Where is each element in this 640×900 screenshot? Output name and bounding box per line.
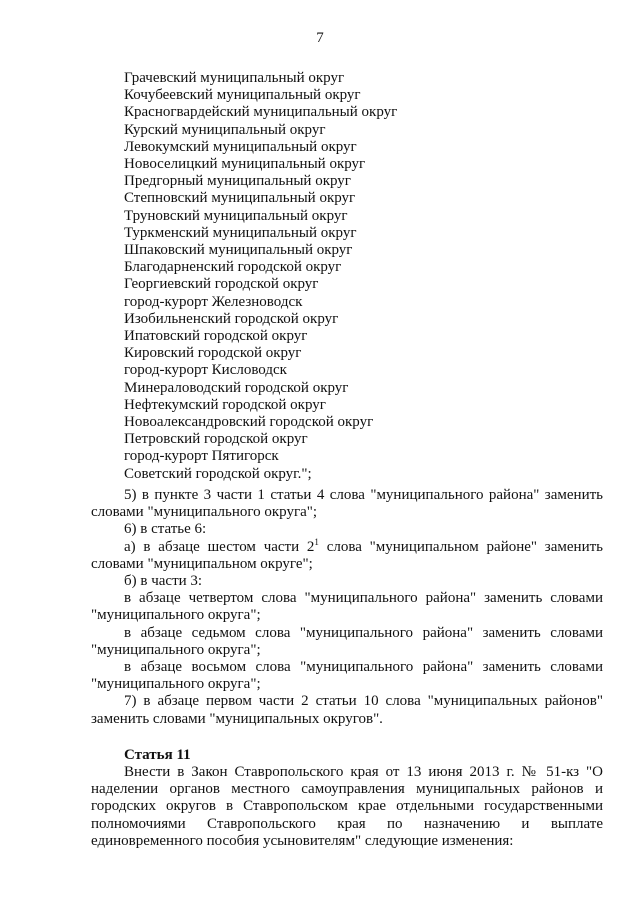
paragraph-6a-end: слова "муниципальном районе" заменить словами "муниципальном округе";	[91, 538, 603, 572]
list-item: Ипатовский городской округ	[124, 328, 308, 345]
paragraph-6b: б) в части 3:	[124, 573, 203, 590]
list-item: Шпаковский муниципальный округ	[124, 242, 353, 259]
list-item: Георгиевский городской округ	[124, 276, 319, 293]
list-item: Новоалександровский городской округ	[124, 414, 374, 431]
superscript: 1	[314, 536, 319, 547]
list-item: Туркменский муниципальный округ	[124, 224, 357, 241]
list-item: Грачевский муниципальный округ	[124, 70, 345, 86]
list-item: Левокумский муниципальный округ	[124, 138, 357, 155]
list-item: город-курорт Кисловодск	[124, 362, 287, 379]
paragraph-6b-2: в абзаце седьмом слова "муниципального района" заменить словами "муниципального округа";	[91, 624, 603, 658]
list-item: Нефтекумский городской округ	[124, 396, 326, 413]
paragraph-6: 6) в статье 6:	[124, 521, 207, 538]
paragraph-6b-1: в абзаце четвертом слова "муниципального района" заменить словами "муниципального округа";	[91, 590, 603, 624]
article-text: Внести в Закон Ставропольского края от 13 июня 2013 г. № 51-кз "О наделении органов местного самоуправления муниципальных районов и городских округов в Ставропольском крае отдельными государственными полномочиями Ставропольского края по назначению и выплате единовременного пособия усыновителям" следующие изменения:	[91, 764, 603, 849]
list-item: город-курорт Железноводск	[124, 293, 303, 310]
list-item: Предгорный муниципальный округ	[124, 173, 351, 190]
list-item: Изобильненский городской округ	[124, 310, 339, 327]
list-item: Кочубеевский муниципальный округ	[124, 87, 361, 104]
list-item: Курский муниципальный округ	[124, 121, 326, 138]
paragraph-7: 7) в абзаце первом части 2 статьи 10 слова "муниципальных районов" заменить словами "муниципальных округов".	[91, 693, 603, 727]
paragraph-6b-3: в абзаце восьмом слова "муниципального района" заменить словами "муниципального округа";	[91, 659, 603, 693]
page-number: 7	[316, 30, 324, 46]
list-item: Благодарненский городской округ	[124, 259, 342, 276]
paragraph-6a	[91, 536, 603, 573]
document-body	[91, 487, 603, 850]
paragraph-6a-start: а) в абзаце шестом части 2	[124, 538, 315, 555]
municipality-list	[124, 70, 397, 483]
paragraph-5: 5) в пункте 3 части 1 статьи 4 слова "муниципального района" заменить словами "муниципального округа";	[91, 487, 603, 521]
list-item: Петровский городской округ	[124, 431, 308, 448]
list-item: Минераловодский городской округ	[124, 379, 349, 396]
list-item: Красногвардейский муниципальный округ	[124, 104, 398, 121]
article-heading: Статья 11	[124, 746, 191, 763]
list-item: Кировский городской округ	[124, 345, 302, 362]
list-item: Новоселицкий муниципальный округ	[124, 156, 366, 173]
list-item: Советский городской округ.";	[124, 465, 312, 482]
list-item: Труновский муниципальный округ	[124, 207, 348, 224]
list-item: Степновский муниципальный округ	[124, 190, 356, 207]
list-item: город-курорт Пятигорск	[124, 448, 279, 465]
